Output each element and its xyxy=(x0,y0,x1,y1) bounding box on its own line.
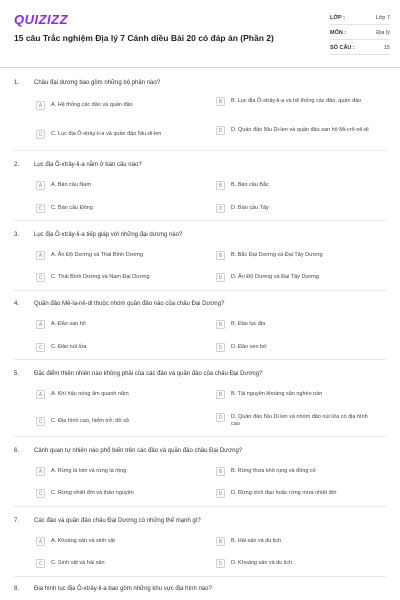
option-c[interactable] xyxy=(36,274,196,282)
option-text: D. Đảo ven bờ xyxy=(231,344,267,350)
option-text: D. Khoáng sản và du lịch xyxy=(231,560,293,566)
question-text: Cảnh quan tự nhiên nào phổ biến trên các đảo và quần đảo châu Đại Dương? xyxy=(34,448,243,454)
option-text: C. Địa hình cao, hiểm trở, đồ sộ xyxy=(51,418,129,424)
option-text: A. Khoáng sản và sinh vật xyxy=(51,538,115,544)
option-text: B. Bán cầu Bắc xyxy=(231,182,269,188)
option-text: D. Quần đảo Niu Di len và nhóm đảo núi lửa có địa hình cao xyxy=(231,414,368,427)
option-a[interactable] xyxy=(36,182,196,190)
option-letter-box: B xyxy=(216,390,225,399)
option-b[interactable] xyxy=(216,182,376,190)
option-d[interactable] xyxy=(216,490,376,498)
divider xyxy=(14,290,386,291)
option-letter-box: C xyxy=(36,273,45,282)
option-d[interactable] xyxy=(216,274,376,282)
question-text: Lục địa Ô-xtrây-li-a tiếp giáp với những đại dương nào? xyxy=(34,232,183,238)
option-text: B. Rừng thưa khô rụng và đồng cỏ xyxy=(231,468,316,474)
option-text: A. Hệ thống các đảo và quần đảo xyxy=(51,102,133,108)
option-c[interactable] xyxy=(36,418,196,426)
option-c[interactable] xyxy=(36,560,196,568)
option-letter-box: B xyxy=(216,467,225,476)
option-c[interactable] xyxy=(36,344,196,352)
option-text: A. Đảo san hô xyxy=(51,321,86,327)
option-letter-box: B xyxy=(216,181,225,190)
question-number: 2. xyxy=(14,162,20,168)
option-letter-box: C xyxy=(36,559,45,568)
option-text: B. Đảo lục địa xyxy=(231,321,266,327)
option-letter-box: D xyxy=(216,343,225,352)
option-letter-box: C xyxy=(36,130,45,139)
meta-row-count xyxy=(330,42,390,55)
quizizz-logo: QUIZIZZ xyxy=(14,12,69,27)
option-d[interactable] xyxy=(216,127,376,135)
option-a[interactable] xyxy=(36,321,196,329)
option-text: B. Lục địa Ô-xtrây-li-a và hệ thống các đảo, quần đảo xyxy=(231,98,362,104)
divider xyxy=(14,436,386,437)
option-text: B. Hải sản và du lịch xyxy=(231,538,282,544)
divider xyxy=(14,220,386,221)
option-b[interactable] xyxy=(216,98,376,106)
question-number: 6. xyxy=(14,448,20,454)
option-text: D. Quần đảo Niu Di-len và quần đảo san hô Mi-crô-nê-di xyxy=(231,127,369,133)
option-letter-box: A xyxy=(36,390,45,399)
option-letter-box: B xyxy=(216,537,225,546)
option-text: C. Lục địa Ô-xtrây-li-a và quần đảo Niu-di-len xyxy=(51,131,162,137)
option-text: C. Đảo núi lửa xyxy=(51,344,87,350)
option-b[interactable] xyxy=(216,321,376,329)
meta-value-subject: Địa lý xyxy=(376,30,390,36)
option-text: B. Tài nguyên khoáng sản nghèo nàn xyxy=(231,391,323,397)
question-text: Lục địa Ô-xtrây-li-a nằm ở bán cầu nào? xyxy=(34,162,142,168)
option-letter-box: D xyxy=(216,489,225,498)
option-text: A. Bán cầu Nam xyxy=(51,182,92,188)
meta-value-class: Lớp 7 xyxy=(375,15,390,21)
option-c[interactable] xyxy=(36,490,196,498)
option-letter-box: A xyxy=(36,320,45,329)
option-letter-box: C xyxy=(36,343,45,352)
meta-value-count: 15 xyxy=(383,45,390,51)
option-text: C. Thái Bình Dương và Nam Đại Dương xyxy=(51,274,150,280)
divider xyxy=(14,150,386,151)
question-number: 8. xyxy=(14,586,20,592)
option-letter-box: B xyxy=(216,251,225,260)
option-a[interactable] xyxy=(36,102,196,110)
meta-label-count: SỐ CÂU : xyxy=(330,45,355,51)
question-number: 1. xyxy=(14,80,20,86)
option-letter-box: A xyxy=(36,101,45,110)
option-text: A. Khí hậu nóng ẩm quanh năm xyxy=(51,391,129,397)
option-letter-box: D xyxy=(216,559,225,568)
option-b[interactable] xyxy=(216,538,376,546)
divider xyxy=(14,506,386,507)
question-text: Châu đại dương bao gồm những bộ phận nào? xyxy=(34,80,161,86)
option-b[interactable] xyxy=(216,391,376,399)
question-text: Các đảo và quần đảo châu Đại Dương có những thế mạnh gì? xyxy=(34,518,201,524)
meta-label-class: LỚP : xyxy=(330,15,345,21)
meta-label-subject: MÔN : xyxy=(330,30,347,36)
question-number: 5. xyxy=(14,371,20,377)
option-letter-box: A xyxy=(36,467,45,476)
option-letter-box: B xyxy=(216,320,225,329)
option-letter-box: A xyxy=(36,537,45,546)
worksheet-header xyxy=(0,0,400,68)
option-c[interactable] xyxy=(36,131,196,139)
option-b[interactable] xyxy=(216,468,376,476)
meta-row-class xyxy=(330,12,390,25)
option-d[interactable] xyxy=(216,560,376,568)
option-text: A. Rừng lá kim và rừng lá rộng xyxy=(51,468,127,474)
divider xyxy=(14,576,386,577)
question-text: Đặc điểm thiên nhiên nào không phải của các đảo và quần đảo của châu Đại Dương? xyxy=(34,371,263,377)
option-text: C. Sinh vật và hải sản xyxy=(51,560,105,566)
option-text: B. Bắc Đại Dương và Đại Tây Dương xyxy=(231,252,323,258)
option-letter-box: C xyxy=(36,204,45,213)
option-d[interactable] xyxy=(216,344,376,352)
option-letter-box: A xyxy=(36,181,45,190)
question-number: 3. xyxy=(14,232,20,238)
question-number: 7. xyxy=(14,518,20,524)
question-text: Địa hình lục địa Ô-xtrây-li-a bao gồm những khu vực địa hình nào? xyxy=(34,586,212,592)
meta-row-subject xyxy=(330,27,390,40)
option-text: D. Bán cầu Tây xyxy=(231,205,269,211)
option-text: A. Ấn Độ Dương và Thái Bình Dương xyxy=(51,252,144,258)
option-text: D. Ấn Độ Dương và Đại Tây Dương xyxy=(231,274,319,280)
option-letter-box: A xyxy=(36,251,45,260)
option-letter-box: D xyxy=(216,204,225,213)
option-a[interactable] xyxy=(36,391,196,399)
option-letter-box: C xyxy=(36,417,45,426)
option-letter-box: D xyxy=(216,413,225,422)
option-letter-box: D xyxy=(216,126,225,135)
option-letter-box: C xyxy=(36,489,45,498)
option-d[interactable] xyxy=(216,205,376,213)
option-d[interactable] xyxy=(216,414,376,428)
option-c[interactable] xyxy=(36,205,196,213)
option-a[interactable] xyxy=(36,538,196,546)
option-text: C. Rừng nhiệt đới và thảo nguyên xyxy=(51,490,134,496)
question-text: Quần đảo Mê-la-nê-di thuộc nhóm quần đảo nào của châu Đại Dương? xyxy=(34,301,225,307)
option-letter-box: B xyxy=(216,97,225,106)
option-b[interactable] xyxy=(216,252,376,260)
divider xyxy=(14,359,386,360)
worksheet-title: 15 câu Trắc nghiệm Địa lý 7 Cánh diều Bài 20 có đáp án (Phần 2) xyxy=(14,33,274,43)
question-number: 4. xyxy=(14,301,20,307)
worksheet-meta xyxy=(330,12,390,57)
option-a[interactable] xyxy=(36,252,196,260)
option-letter-box: D xyxy=(216,273,225,282)
option-text: D. Rừng xích đạo hoặc rừng mưa nhiệt đới xyxy=(231,490,337,496)
option-text: C. Bán cầu Đông xyxy=(51,205,93,211)
option-a[interactable] xyxy=(36,468,196,476)
